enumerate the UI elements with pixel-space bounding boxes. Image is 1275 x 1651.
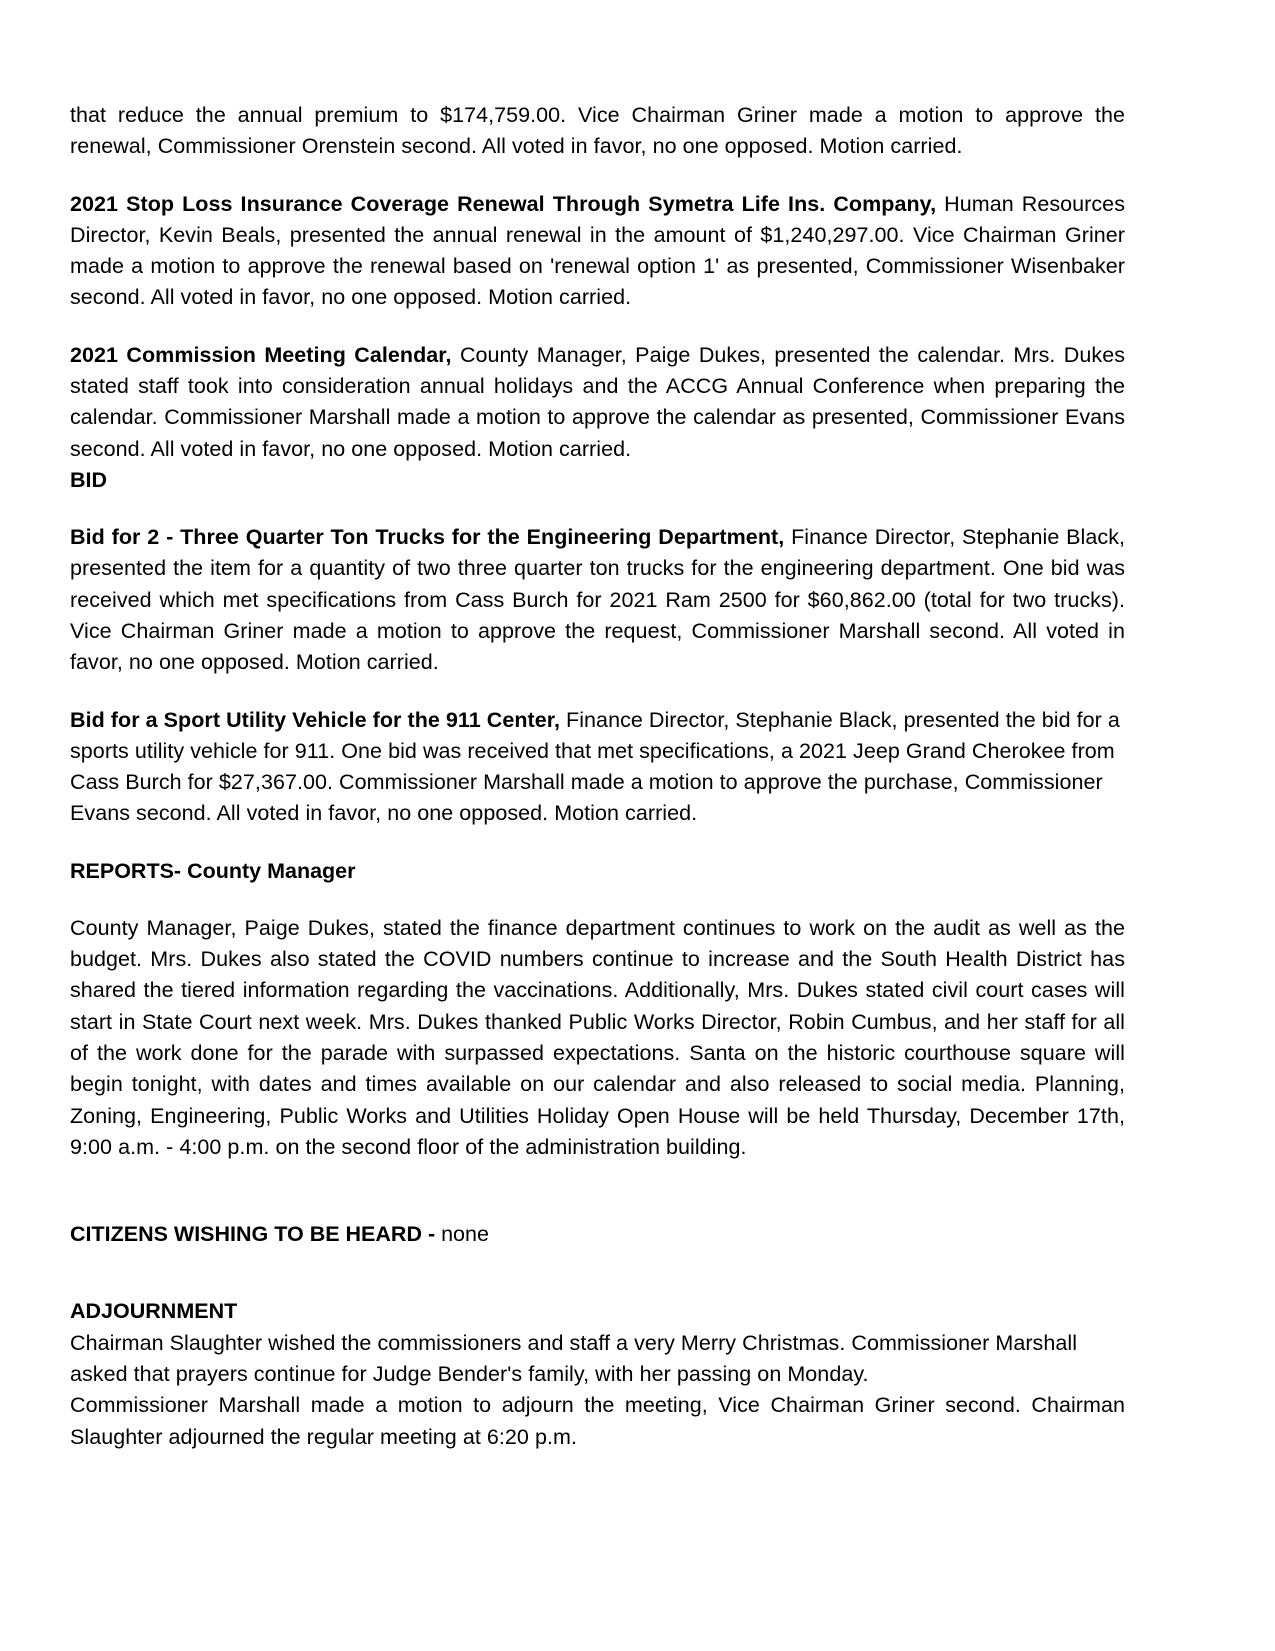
spacer-before-adjournment <box>70 1250 1125 1296</box>
citizens-heading-label: CITIZENS WISHING TO BE HEARD - <box>70 1222 436 1247</box>
agenda-item-bid-trucks-title: Bid for 2 - Three Quarter Ton Trucks for the Engineering Department, <box>70 525 785 550</box>
section-heading-reports-county-manager: REPORTS- County Manager <box>70 858 356 883</box>
agenda-item-bid-trucks-text: Finance Director, Stephanie Black, presented the item for a quantity of two three quarter ton trucks for the engineering department. One bid was received which met specifications from Cass Burch for 2021 Ram 2500 for $60,862.00 (total for two trucks). Vice Chairman Griner made a motion to approve the request, Commissioner Marshall second. All voted in favor, no one opposed. Motion carried. <box>70 525 1126 675</box>
document-body <box>70 100 1125 1453</box>
agenda-item-meeting-calendar-title: 2021 Commission Meeting Calendar, <box>70 342 452 367</box>
spacer-before-citizens <box>70 1189 1125 1219</box>
agenda-item-meeting-calendar <box>70 340 1125 465</box>
citizens-heading-value: none <box>435 1222 489 1247</box>
agenda-item-stop-loss-title: 2021 Stop Loss Insurance Coverage Renewal Through Symetra Life Ins. Company, <box>70 191 937 216</box>
section-heading-citizens-wishing-to-be-heard <box>70 1219 1125 1250</box>
agenda-item-bid-suv-text: Finance Director, Stephanie Black, presented the bid for a sports utility vehicle for 911. One bid was received that met specifications, a 2021 Jeep Grand Cherokee from Cass Burch for $27,367.00. Commissioner Marshall made a motion to approve the purchase, Commissioner Evans second. All voted in favor, no one opposed. Motion carried. <box>70 707 1120 826</box>
agenda-item-meeting-calendar-text: County Manager, Paige Dukes, presented the calendar. Mrs. Dukes stated staff took into consideration annual holidays and the ACCG Annual Conference when preparing the calendar. Commissioner Marshall made a motion to approve the calendar as presented, Commissioner Evans second. All voted in favor, no one opposed. Motion carried. <box>70 342 1125 461</box>
section-heading-bid: BID <box>70 467 108 492</box>
agenda-item-bid-suv-title: Bid for a Sport Utility Vehicle for the 911 Center, <box>70 707 561 732</box>
adjournment-paragraph-one: Chairman Slaughter wished the commissioners and staff a very Merry Christmas. Commissioner Marshall asked that prayers continue for Judge Bender's family, with her passing on Monday. <box>70 1330 1078 1386</box>
section-heading-adjournment: ADJOURNMENT <box>70 1299 238 1324</box>
reports-county-manager-body: County Manager, Paige Dukes, stated the finance department continues to work on the audit as well as the budget. Mrs. Dukes also stated the COVID numbers continue to increase and the South Health District has shared the tiered information regarding the vaccinations. Additionally, Mrs. Dukes stated civil court cases will start in State Court next week. Mrs. Dukes thanked Public Works Director, Robin Cumbus, and her staff for all of the work done for the parade with surpassed expectations. Santa on the historic courthouse square will begin tonight, with dates and times available on our calendar and also released to social media. Planning, Zoning, Engineering, Public Works and Utilities Holiday Open House will be held Thursday, December 17th, 9:00 a.m. - 4:00 p.m. on the second floor of the administration building. <box>70 915 1125 1159</box>
agenda-item-bid-suv <box>70 705 1125 830</box>
adjournment-paragraph-two: Commissioner Marshall made a motion to adjourn the meeting, Vice Chairman Griner second. Chairman Slaughter adjourned the regular meeting at 6:20 p.m. <box>70 1393 1125 1449</box>
agenda-item-bid-trucks <box>70 522 1125 678</box>
continuation-paragraph: that reduce the annual premium to $174,759.00. Vice Chairman Griner made a motion to approve the renewal, Commissioner Orenstein second. All voted in favor, no one opposed. Motion carried. <box>70 103 1125 159</box>
agenda-item-stop-loss-insurance <box>70 189 1125 314</box>
agenda-item-stop-loss-text: Human Resources Director, Kevin Beals, presented the annual renewal in the amount of $1,240,297.00. Vice Chairman Griner made a motion to approve the renewal based on 'renewal option 1' as presented, Commissioner Wisenbaker second. All voted in favor, no one opposed. Motion carried. <box>70 191 1125 310</box>
